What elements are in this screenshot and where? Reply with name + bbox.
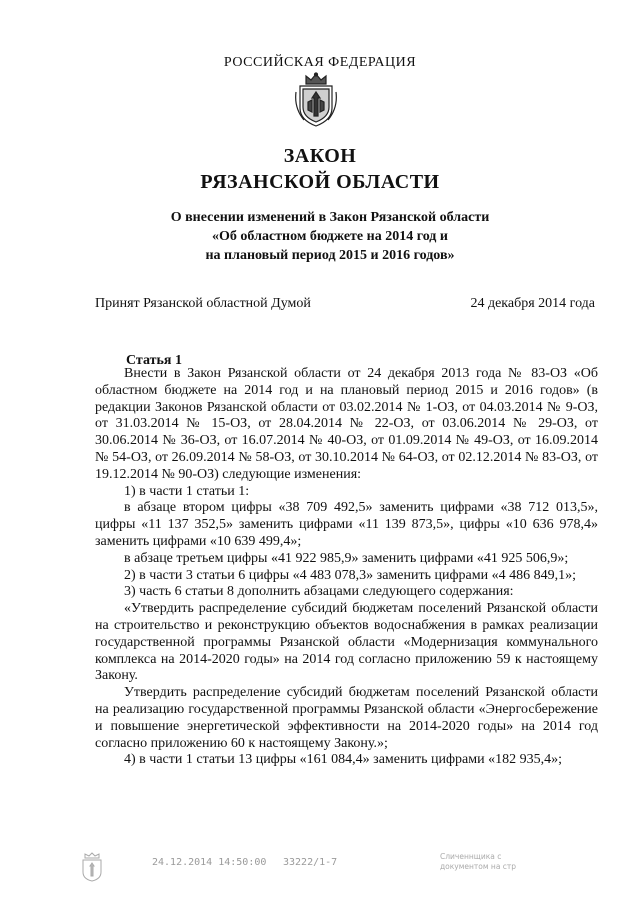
paragraph: 2) в части 3 статьи 6 цифры «4 483 078,3» заменить цифрами «4 486 849,1»; <box>124 567 576 583</box>
paragraph: «Утвердить распределение субсидий бюджетам поселений Рязанской области на строительство и реконструкцию объектов водоснабжения в рамках реализации государственной программы Рязанской области «Модернизация коммунального комплекса на 2014-2020 годы» на 2014 год согласно приложению 59 к настоящему Закону. <box>95 601 598 684</box>
article-body <box>95 366 598 769</box>
subtitle-line2: «Об областном бюджете на 2014 год и <box>212 229 448 244</box>
country-heading: РОССИЙСКАЯ ФЕДЕРАЦИЯ <box>223 55 417 70</box>
law-title-line2: РЯЗАНСКОЙ ОБЛАСТИ <box>200 171 440 193</box>
paragraph: в абзаце третьем цифры «41 922 985,9» заменить цифрами «41 925 506,9»; <box>124 550 569 566</box>
coat-of-arms-icon <box>294 72 338 130</box>
paragraph: 1) в части 1 статьи 1: <box>124 483 250 499</box>
footer-note-line1: Сличеннщика с <box>440 852 502 861</box>
law-subtitle <box>0 208 640 265</box>
footer-note <box>440 852 560 872</box>
footer <box>0 852 640 882</box>
subtitle-line3: на плановый период 2015 и 2016 годов» <box>205 248 455 263</box>
adopted-by: Принят Рязанской областной Думой <box>95 296 311 311</box>
paragraph: 4) в части 1 статьи 13 цифры «161 084,4» заменить цифрами «182 935,4»; <box>124 752 562 768</box>
paragraph: Внести в Закон Рязанской области от 24 декабря 2013 года № 83-ОЗ «Об областном бюджете на 2014 год и на плановый период 2015 и 2016 годов» (в редакции Законов Рязанской области от 03.02.2014 № 1-ОЗ, от 04.03.2014 № 9-ОЗ, от 31.03.2014 № 15-ОЗ, от 28.04.2014 № 22-ОЗ, от 03.06.2014 № 29-ОЗ, от 30.06.2014 № 36-ОЗ, от 16.07.2014 № 40-ОЗ, от 01.09.2014 № 49-ОЗ, от 16.09.2014 № 54-ОЗ, от 26.09.2014 № 58-ОЗ, от 30.10.2014 № 64-ОЗ, от 02.12.2014 № 83-ОЗ, от 19.12.2014 № 90-ОЗ) следующие изменения: <box>95 366 598 482</box>
footer-doc-number: 33222/1-7 <box>283 857 338 868</box>
footer-note-line2: документом на стр <box>440 862 517 871</box>
subtitle-line1: О внесении изменений в Закон Рязанской области <box>170 210 490 225</box>
paragraph: в абзаце втором цифры «38 709 492,5» заменить цифрами «38 712 013,5», цифры «11 137 352,5» заменить цифрами «11 139 873,5», цифры «10 636 978,4» заменить цифрами «10 639 499,4»; <box>95 500 598 549</box>
small-emblem-icon <box>75 852 109 882</box>
law-title <box>0 143 640 195</box>
paragraph: Утвердить распределение субсидий бюджетам поселений Рязанской области на реализацию государственной программы Рязанской области «Энергосбережение и повышение энергетической эффективности на 2014-2020 годы» на 2014 год согласно приложению 60 к настоящему Закону.»; <box>95 685 598 751</box>
paragraph: 3) часть 6 статьи 8 дополнить абзацами следующего содержания: <box>124 584 514 600</box>
law-title-line1: ЗАКОН <box>283 145 357 167</box>
article-title: Статья 1 <box>126 353 182 368</box>
adopted-date: 24 декабря 2014 года <box>470 296 595 311</box>
adoption-line <box>95 296 595 312</box>
footer-timestamp: 24.12.2014 14:50:00 <box>152 857 267 868</box>
